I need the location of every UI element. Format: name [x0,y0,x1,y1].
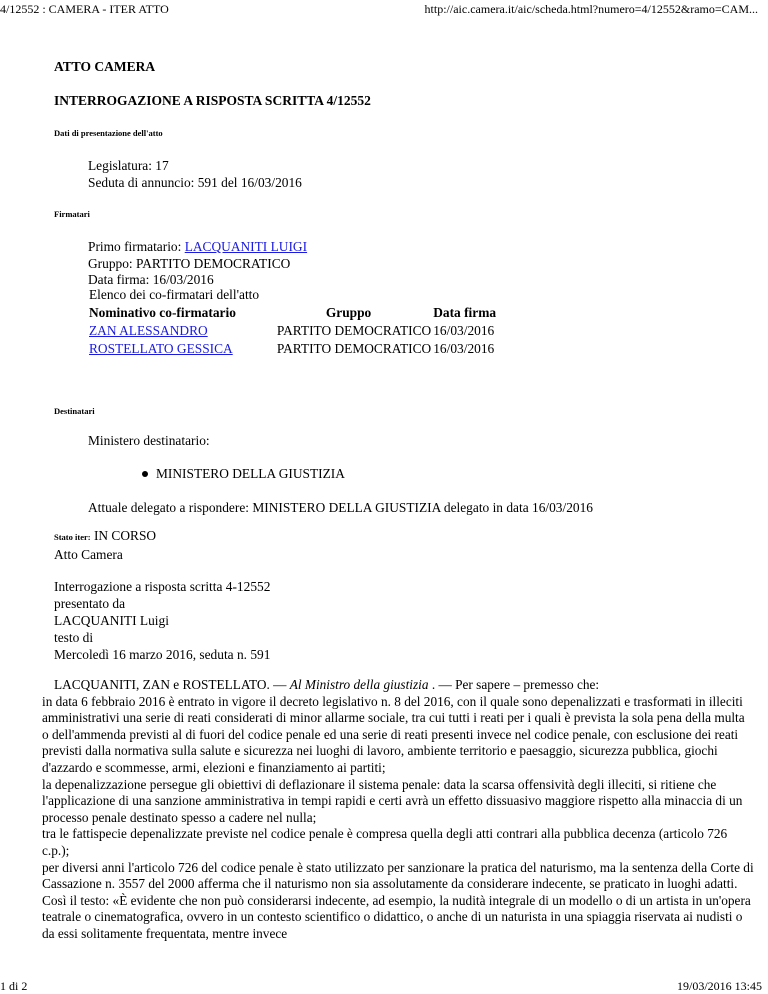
section-label-destinatari: Destinatari [54,406,95,416]
list-item [142,466,345,482]
intro-rest: . — Per sapere – premesso che: [428,677,600,692]
intro-ministro: Al Ministro della giustizia [289,677,429,692]
stato-iter-label: Stato iter: [54,532,91,542]
primo-firmatario-link[interactable]: LACQUANITI LUIGI [184,239,308,254]
column-header: Gruppo [325,305,372,320]
page-subtitle: INTERROGAZIONE A RISPOSTA SCRITTA 4/12552 [54,93,371,108]
cofirmatario-group: PARTITO DEMOCRATICO [276,323,432,338]
column-header: Nominativo co-firmatario [89,305,236,320]
table-row [88,322,497,340]
column-header: Data firma [433,305,497,320]
text-paragraph: in data 6 febbraio 2016 è entrato in vigore il decreto legislativo n. 8 del 2016, con il quale sono depenalizzati e trasformati in illeciti amministrativi una serie di reati considerati di minor allarme sociale, tra cui tutti i reati per i quali è prevista la sola pena della multa o dell'ammenda previsti al di fuori del codice penale ed una serie di reati presenti invece nel codice penale, con esclusione dei reati previsti dalla normativa sulla salute e sicurezza nei luoghi di lavoro, ambiente territorio e paesaggio, sicurezza pubblica, giochi d'azzardo e scommesse, armi, elezioni e finanziamento ai partiti; [42,693,745,775]
stato-iter [54,527,156,563]
gruppo: Gruppo: PARTITO DEMOCRATICO [88,255,291,271]
cofirmatari-header-row [88,304,497,322]
text-paragraph: per diversi anni l'articolo 726 del codice penale è stato utilizzato per sanzionare la pratica del naturismo, ma la sentenza della Corte di Cassazione n. 3557 del 2000 afferma che il naturismo non sia assolutamente da considerare indecente, se praticato in luoghi adatti. Così il testo: «È evidente che non può considerarsi indecente, ad esempio, la nudità integrale di un modello o di un artista in un'opera teatrale o cinematografica, ovvero in un contesto scientifico o didattico, o anche di un naturista in una spiaggia riservata ai nudisti o da essi solitamente frequentata, mentre invece [42,859,754,941]
table-row [88,340,497,358]
text-intro [42,677,754,694]
section-label-firmatari: Firmatari [54,209,90,219]
cofirmatario-group: PARTITO DEMOCRATICO [276,341,432,356]
print-header-title: 4/12552 : CAMERA - ITER ATTO [0,2,169,16]
intro-authors: LACQUANITI, ZAN e ROSTELLATO. — [54,677,290,692]
ministero-label: Ministero destinatario: [88,433,210,448]
print-header-url: http://aic.camera.it/aic/scheda.html?numero=4/12552&ramo=CAM... [424,2,758,16]
primo-firmatario [88,239,307,256]
cofirmatari-caption: Elenco dei co-firmatari dell'atto [89,287,260,302]
text-paragraph: tra le fattispecie depenalizzate previste nel codice penale è compresa quella degli atti contrari alla pubblica decenza (articolo 726 c.p.); [42,826,728,858]
meta-line: testo di [54,630,94,645]
atto-meta [54,578,270,663]
cofirmatario-link[interactable]: ROSTELLATO GESSICA [89,341,233,356]
cofirmatari-table [88,286,497,358]
seduta-annuncio: Seduta di annuncio: 591 del 16/03/2016 [88,174,302,190]
stato-iter-value: IN CORSO [90,528,157,543]
section-label-presentazione: Dati di presentazione dell'atto [54,128,163,138]
page-title: ATTO CAMERA [54,59,156,74]
cofirmatario-date: 16/03/2016 [433,341,495,356]
primo-firmatario-label: Primo firmatario: [88,239,185,254]
meta-line: Mercoledì 16 marzo 2016, seduta n. 591 [54,647,271,662]
data-firma: Data firma: 16/03/2016 [88,272,214,287]
delegato: Attuale delegato a rispondere: MINISTERO DELLA GIUSTIZIA delegato in data 16/03/2016 [88,500,594,515]
meta-line: Interrogazione a risposta scritta 4-12552 [54,579,271,594]
atto-camera: Atto Camera [54,547,123,562]
meta-line: presentato da [54,596,126,611]
cofirmatario-link[interactable]: ZAN ALESSANDRO [89,323,208,338]
legislatura: Legislatura: 17 [88,158,169,173]
presentazione-block [88,158,302,191]
print-footer-page: 1 di 2 [0,979,28,993]
ministero-destinatario: MINISTERO DELLA GIUSTIZIA [156,466,345,481]
text-paragraph: la depenalizzazione persegue gli obiettivi di deflazionare il sistema penale: data la scarsa offensività degli illeciti, si ritiene che l'applicazione di una sanzione amministrativa in tempi rapidi e certi avrà un effetto dissuasivo maggiore rispetto alla minaccia di un processo penale destinato spesso a cadere nel nulla; [42,776,743,825]
interrogazione-text [42,677,754,943]
meta-line: LACQUANITI Luigi [54,613,169,628]
firmatari-block [88,239,307,289]
cofirmatario-date: 16/03/2016 [433,323,495,338]
bullet-icon [142,471,148,477]
print-footer-timestamp: 19/03/2016 13:45 [676,979,762,993]
